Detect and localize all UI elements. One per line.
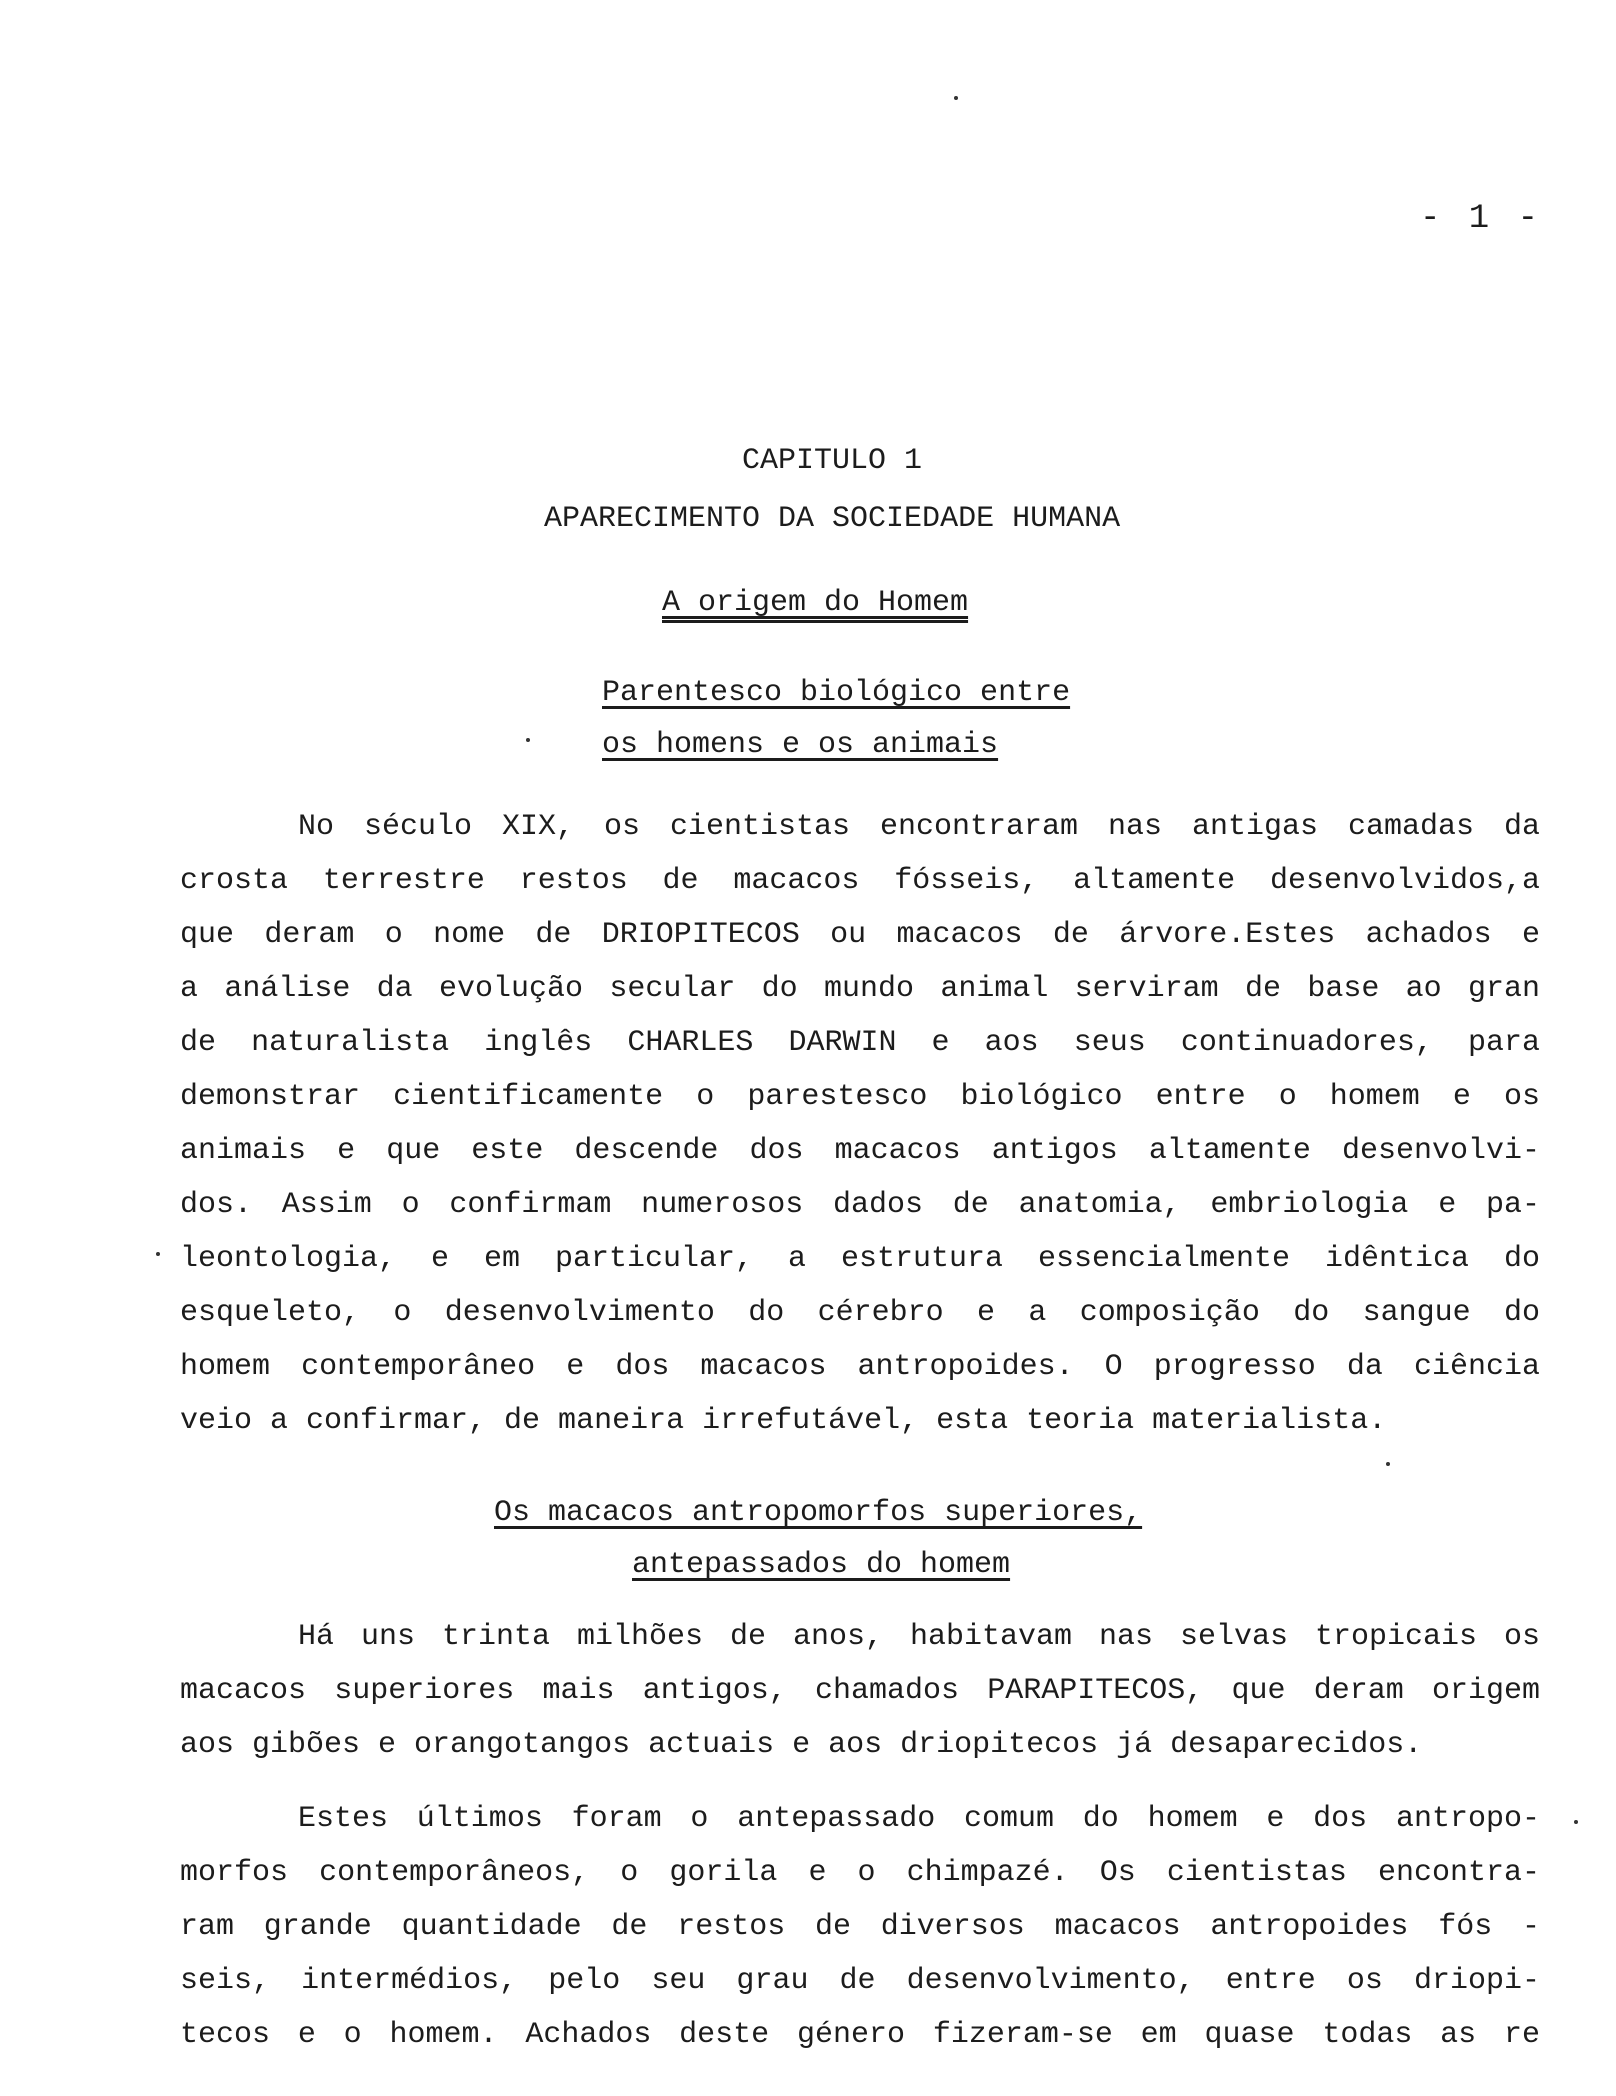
section-title: A origem do Homem	[662, 586, 969, 620]
paragraph-line: que deram o nome de DRIOPITECOS ou macacos de árvore.Estes achados e	[180, 918, 1540, 952]
subsection1-line1: Parentesco biológico entre	[602, 676, 1071, 710]
paragraph-line: aos gibões e orangotangos actuais e aos driopitecos já desaparecidos.	[180, 1728, 1423, 1762]
paragraph-line: Estes últimos foram o antepassado comum do homem e dos antropo-	[298, 1802, 1540, 1836]
scan-speck	[1386, 1462, 1390, 1466]
subsection2-line2: antepassados do homem	[632, 1548, 1011, 1582]
paragraph-line: seis, intermédios, pelo seu grau de desenvolvimento, entre os driopi-	[180, 1964, 1540, 1998]
paragraph-line: a análise da evolução secular do mundo animal serviram de base ao gran	[180, 972, 1540, 1006]
paragraph-line: Há uns trinta milhões de anos, habitavam nas selvas tropicais os	[298, 1620, 1540, 1654]
page-number: - 1 -	[1420, 200, 1543, 238]
paragraph-line: esqueleto, o desenvolvimento do cérebro e a composição do sangue do	[180, 1296, 1540, 1330]
paragraph-line: homem contemporâneo e dos macacos antropoides. O progresso da ciência	[180, 1350, 1540, 1384]
paragraph-line: macacos superiores mais antigos, chamados PARAPITECOS, que deram origem	[180, 1674, 1540, 1708]
subsection2-line1: Os macacos antropomorfos superiores,	[494, 1496, 1143, 1530]
chapter-subtitle: APARECIMENTO DA SOCIEDADE HUMANA	[544, 502, 1121, 536]
chapter-title: CAPITULO 1	[742, 444, 923, 478]
paragraph-line: ram grande quantidade de restos de diversos macacos antropoides fós -	[180, 1910, 1540, 1944]
subsection1-line2: os homens e os animais	[602, 728, 999, 762]
scan-speck	[526, 738, 530, 742]
paragraph-line: tecos e o homem. Achados deste género fizeram-se em quase todas as re	[180, 2018, 1540, 2052]
paragraph-line: dos. Assim o confirmam numerosos dados de anatomia, embriologia e pa-	[180, 1188, 1540, 1222]
paragraph-line: veio a confirmar, de maneira irrefutável, esta teoria materialista.	[180, 1404, 1387, 1438]
paragraph-line: demonstrar cientificamente o parestesco biológico entre o homem e os	[180, 1080, 1540, 1114]
paragraph-line: de naturalista inglês CHARLES DARWIN e aos seus continuadores, para	[180, 1026, 1540, 1060]
scan-speck	[954, 96, 958, 100]
paragraph-line: crosta terrestre restos de macacos fósseis, altamente desenvolvidos,a	[180, 864, 1540, 898]
scan-speck	[1574, 1820, 1578, 1824]
paragraph-line: No século XIX, os cientistas encontraram nas antigas camadas da	[298, 810, 1540, 844]
paragraph-1	[180, 800, 1540, 1448]
paragraph-line: morfos contemporâneos, o gorila e o chimpazé. Os cientistas encontra-	[180, 1856, 1540, 1890]
scan-speck	[156, 1252, 160, 1256]
paragraph-3	[180, 1792, 1540, 2062]
paragraph-line: animais e que este descende dos macacos antigos altamente desenvolvi-	[180, 1134, 1540, 1168]
paragraph-2	[180, 1610, 1540, 1772]
paragraph-line: leontologia, e em particular, a estrutura essencialmente idêntica do	[180, 1242, 1540, 1276]
